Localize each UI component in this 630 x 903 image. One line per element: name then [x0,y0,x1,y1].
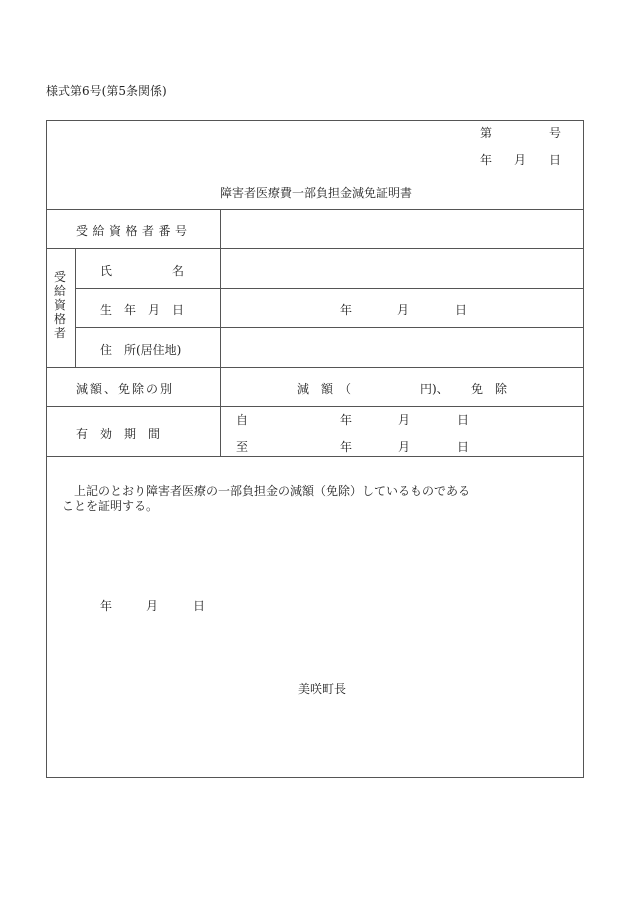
divider [46,456,583,457]
valid-period-label: 有 効 期 間 [76,427,161,441]
number-suffix: 号 [549,126,562,140]
to-day: 日 [457,440,470,454]
divider [75,248,76,367]
certification-text-line1: 上記のとおり障害者医療の一部負担金の減額（免除）しているものである [74,484,471,498]
document-title: 障害者医療費一部負担金減免証明書 [220,186,413,200]
to-month: 月 [398,440,411,454]
issue-day: 日 [549,153,562,167]
divider [46,367,583,368]
issuer-name: 美咲町長 [298,682,347,696]
exemption-option: 免 除 [471,382,508,396]
from-year: 年 [340,413,353,427]
divider [46,406,583,407]
address-label: 住 所(居住地) [100,343,182,357]
birth-month: 月 [397,303,410,317]
cert-day: 日 [193,599,206,613]
from-day: 日 [457,413,470,427]
cert-month: 月 [146,599,159,613]
form-number: 様式第6号(第5条関係) [46,84,167,98]
reduction-type-label: 減額、免除の別 [76,382,175,396]
divider [75,327,583,328]
recipient-number-label: 受給資格者番号 [76,224,192,238]
birth-year: 年 [340,303,353,317]
divider [220,209,221,456]
cert-year: 年 [100,599,113,613]
to-label: 至 [236,440,249,454]
from-month: 月 [398,413,411,427]
to-year: 年 [340,440,353,454]
name-field[interactable] [226,253,576,283]
birth-day: 日 [455,303,468,317]
divider [75,288,583,289]
address-field[interactable] [226,332,576,362]
certification-text-line2: ことを証明する。 [62,499,159,513]
issue-year: 年 [480,153,493,167]
recipient-group-label: 受給資格者 [53,270,66,340]
name-label: 氏 名 [100,264,185,278]
recipient-number-field[interactable] [226,214,576,244]
number-prefix: 第 [480,126,493,140]
divider [46,209,583,210]
birthdate-label: 生 年 月 日 [100,303,185,317]
divider [46,248,583,249]
issue-month: 月 [514,153,527,167]
from-label: 自 [236,413,249,427]
reduction-option: 減 額 （ [297,382,352,396]
yen-unit: 円)、 [420,382,449,396]
